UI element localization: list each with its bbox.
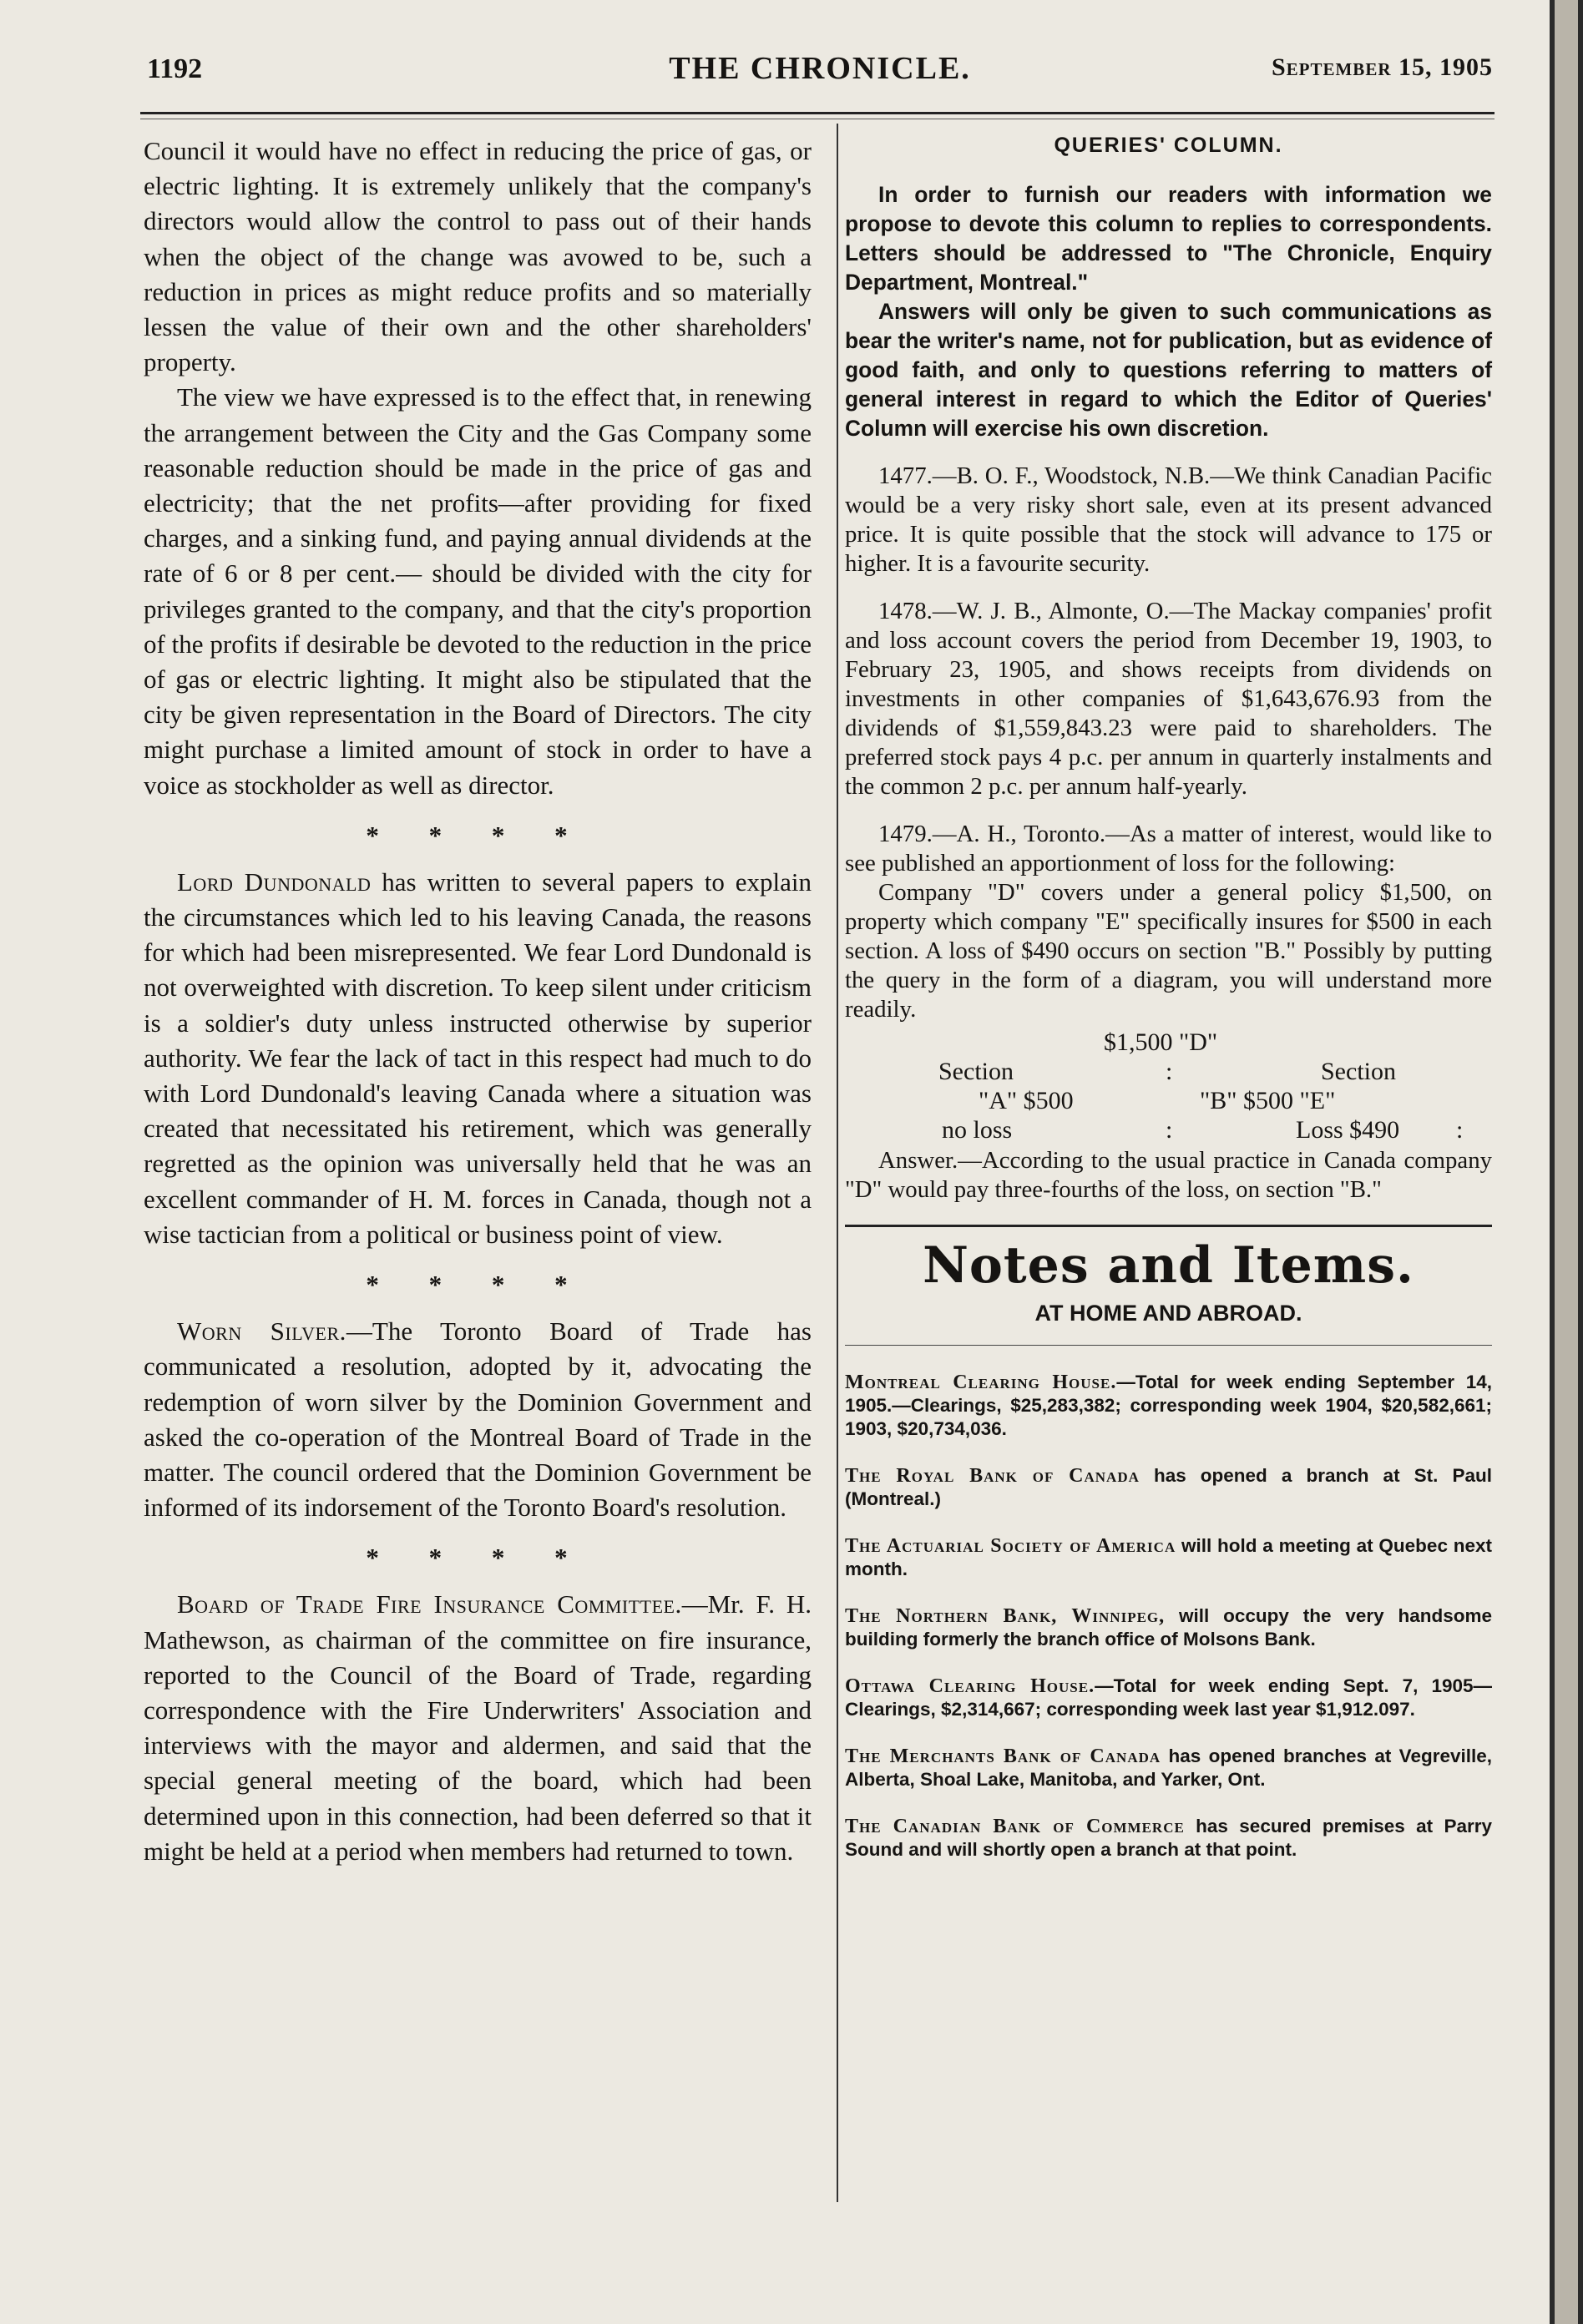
running-head	[147, 50, 1493, 100]
news-item	[845, 1604, 1492, 1651]
news-item-lead: Montreal Clearing House.	[845, 1372, 1117, 1393]
diagram-no-loss: no loss	[942, 1116, 1013, 1144]
diagram-loss: Loss $490	[1296, 1116, 1400, 1144]
spacer	[845, 801, 1492, 820]
diagram-colon: :	[1456, 1116, 1464, 1144]
section-separator: * * * *	[366, 820, 589, 850]
query-1477: 1477.—B. O. F., Woodstock, N.B.—We think Canadian Pacific would be a very risky short sale, even at its present advanced price. It is quite possible that the stock will advance to 175 or higher. It is a favourite security.	[845, 462, 1492, 577]
issue-date: September 15, 1905	[1271, 53, 1493, 81]
worn-silver-text: —The Toronto Board of Trade has communicated a resolution, adopted by it, advocating the redemption of worn silver by the Dominion Government and asked the co-operation of the Montreal Board of Trade in the matter. The council ordered that the Dominion Government be informed of its indorsement of the Toronto Board's resolution.	[144, 1316, 812, 1523]
queries-intro	[845, 180, 1492, 443]
news-item	[845, 1464, 1492, 1511]
dundonald-lead: Lord Dundonald	[177, 866, 372, 897]
diagram-section-a: "A" $500	[979, 1087, 1074, 1114]
notes-rule-thin	[845, 1345, 1492, 1346]
news-item-text: —Total for week ending Sept. 7, 1905—Clearings, $2,314,667; corresponding week last year $1,912.097.	[845, 1675, 1493, 1720]
diagram-section-right: Section	[1321, 1058, 1396, 1085]
fire-committee-paragraph	[144, 1587, 812, 1869]
query-1479-answer: Answer.—According to the usual practice in Canada company "D" would pay three-fourths of the loss, on section "B."	[845, 1147, 1492, 1203]
queries-intro-1: In order to furnish our readers with information we propose to devote this column to replies to correspondents. Letters should be addressed to "The Chronicle, Enquiry Department, Montreal."	[845, 182, 1492, 295]
worn-silver-lead: Worn Silver.	[177, 1316, 346, 1346]
notes-title: Notes and Items.	[923, 1236, 1414, 1295]
news-item-text: has secured premises at Parry Sound and will shortly open a branch at that point.	[845, 1816, 1492, 1860]
fire-committee-lead: Board of Trade Fire Insurance Committee.	[177, 1589, 682, 1619]
worn-silver-paragraph	[144, 1314, 812, 1525]
news-item	[845, 1371, 1492, 1441]
masthead-title: THE CHRONICLE.	[669, 51, 971, 86]
news-item-text: will hold a meeting at Quebec next month.	[845, 1535, 1492, 1579]
diagram-section-left: Section	[938, 1058, 1014, 1085]
column-divider	[837, 124, 838, 2202]
dundonald-text: has written to several papers to explain the circumstances which led to his leaving Canada, the reasons for which had been misrepresented. We fear Lord Dundonald is not overweighted with discretion. To keep silent under criticism is a soldier's duty unless instructed otherwise by superior authority. We fear the lack of tact in this respect had much to do with Lord Dundonald's leaving Canada where a situation was created that necessitated his retirement, which was generally regretted as the opinion was universally held that he was an excellent commander of H. M. forces in Canada, though not a wise tactician from a political or business point of view.	[144, 866, 812, 1249]
diagram-colon: :	[1166, 1116, 1173, 1144]
diagram-top-label: $1,500 "D"	[1104, 1028, 1218, 1056]
view-paragraph: The view we have expressed is to the effect that, in renewing the arrangement between the City and the Gas Company some reasonable reduction should be made in the price of gas and electricity; that the net profits—after providing for fixed charges, and a sinking fund, and paying annual dividends at the rate of 6 or 8 per cent.— should be divided with the city for privileges granted to the company, and that the city's proportion of the profits if desirable be devoted to the reduction in the price of gas or electric lighting. It might also be stipulated that the city be given representation in the Board of Directors. The city might purchase a limited amount of stock in order to have a voice as stockholder as well as director.	[144, 382, 812, 800]
queries-column-title: QUERIES' COLUMN.	[1054, 134, 1283, 157]
continuation-paragraph: Council it would have no effect in reducing the price of gas, or electric lighting. It is extremely unlikely that the company's directors would allow the control to pass out of their hands when the object of the change was avowed to be, such a reduction in prices as might reduce profits and so materially lessen the value of their own and the other shareholders' property.	[144, 136, 812, 377]
news-item	[845, 1675, 1492, 1721]
news-item-text: has opened a branch at St. Paul (Montreal.)	[845, 1465, 1492, 1509]
news-item-text: will occupy the very handsome building formerly the branch office of Molsons Bank.	[845, 1605, 1492, 1650]
news-item-lead: The Royal Bank of Canada	[845, 1465, 1140, 1487]
news-item-lead: The Canadian Bank of Commerce	[845, 1816, 1185, 1837]
fire-committee-text: —Mr. F. H. Mathewson, as chairman of the committee on fire insurance, reported to the Council of the Board of Trade, regarding correspondence with the Fire Underwriters' Association and interviews with the mayor and aldermen, and said that the special general meeting of the board, which had been determined upon in this connection, had been deferred so that it might be held at a period when members had returned to town.	[144, 1589, 812, 1866]
news-item-lead: The Actuarial Society of America	[845, 1535, 1176, 1557]
news-item	[845, 1745, 1492, 1791]
page-edge	[1550, 0, 1583, 2324]
loss-diagram	[845, 1028, 1492, 1144]
news-item-text: —Total for week ending September 14, 1905.—Clearings, $25,283,382; corresponding week 1904, $20,582,661; 1903, $20,734,036.	[845, 1372, 1492, 1439]
query-1479-detail: Company "D" covers under a general policy $1,500, on property which company "E" specifically insures for $500 in each section. A loss of $490 occurs on section "B." Possibly by putting the query in the form of a diagram, you will understand more readily.	[845, 879, 1492, 1023]
header-rule	[140, 112, 1494, 114]
right-column	[845, 129, 1492, 1885]
adjacent-page-strip	[1555, 0, 1578, 2324]
spacer	[845, 578, 1492, 597]
news-item-text: has opened branches at Vegreville, Alberta, Shoal Lake, Manitoba, and Yarker, Ont.	[845, 1746, 1493, 1790]
dundonald-paragraph	[144, 865, 812, 1252]
news-item-lead: Ottawa Clearing House.	[845, 1675, 1095, 1697]
diagram-section-b: "B" $500 "E"	[1200, 1087, 1336, 1114]
diagram-colon: :	[1166, 1058, 1173, 1085]
news-item-lead: The Merchants Bank of Canada	[845, 1746, 1161, 1767]
news-item	[845, 1815, 1492, 1862]
spacer	[845, 443, 1492, 462]
news-item	[845, 1534, 1492, 1581]
notes-rule	[845, 1225, 1492, 1227]
query-1479: 1479.—A. H., Toronto.—As a matter of interest, would like to see published an apportionment of loss for the following:	[845, 821, 1492, 877]
queries-intro-2: Answers will only be given to such communications as bear the writer's name, not for publication, but as evidence of good faith, and only to questions referring to matters of general interest in regard to which the Editor of Queries' Column will exercise his own discretion.	[845, 299, 1492, 441]
section-separator: * * * *	[366, 1270, 589, 1300]
query-1478: 1478.—W. J. B., Almonte, O.—The Mackay companies' profit and loss account covers the period from December 19, 1903, to February 23, 1905, and shows receipts from dividends on investments in other companies of $1,643,676.93 from the dividends of $1,559,843.23 were paid to shareholders. The preferred stock pays 4 p.c. per annum in quarterly instalments and the common 2 p.c. per annum half-yearly.	[845, 598, 1492, 800]
section-separator: * * * *	[366, 1543, 589, 1573]
page-number: 1192	[147, 53, 203, 84]
news-item-lead: The Northern Bank, Winnipeg,	[845, 1605, 1166, 1627]
left-column	[144, 134, 812, 1869]
notes-subtitle: AT HOME AND ABROAD.	[1034, 1301, 1302, 1326]
